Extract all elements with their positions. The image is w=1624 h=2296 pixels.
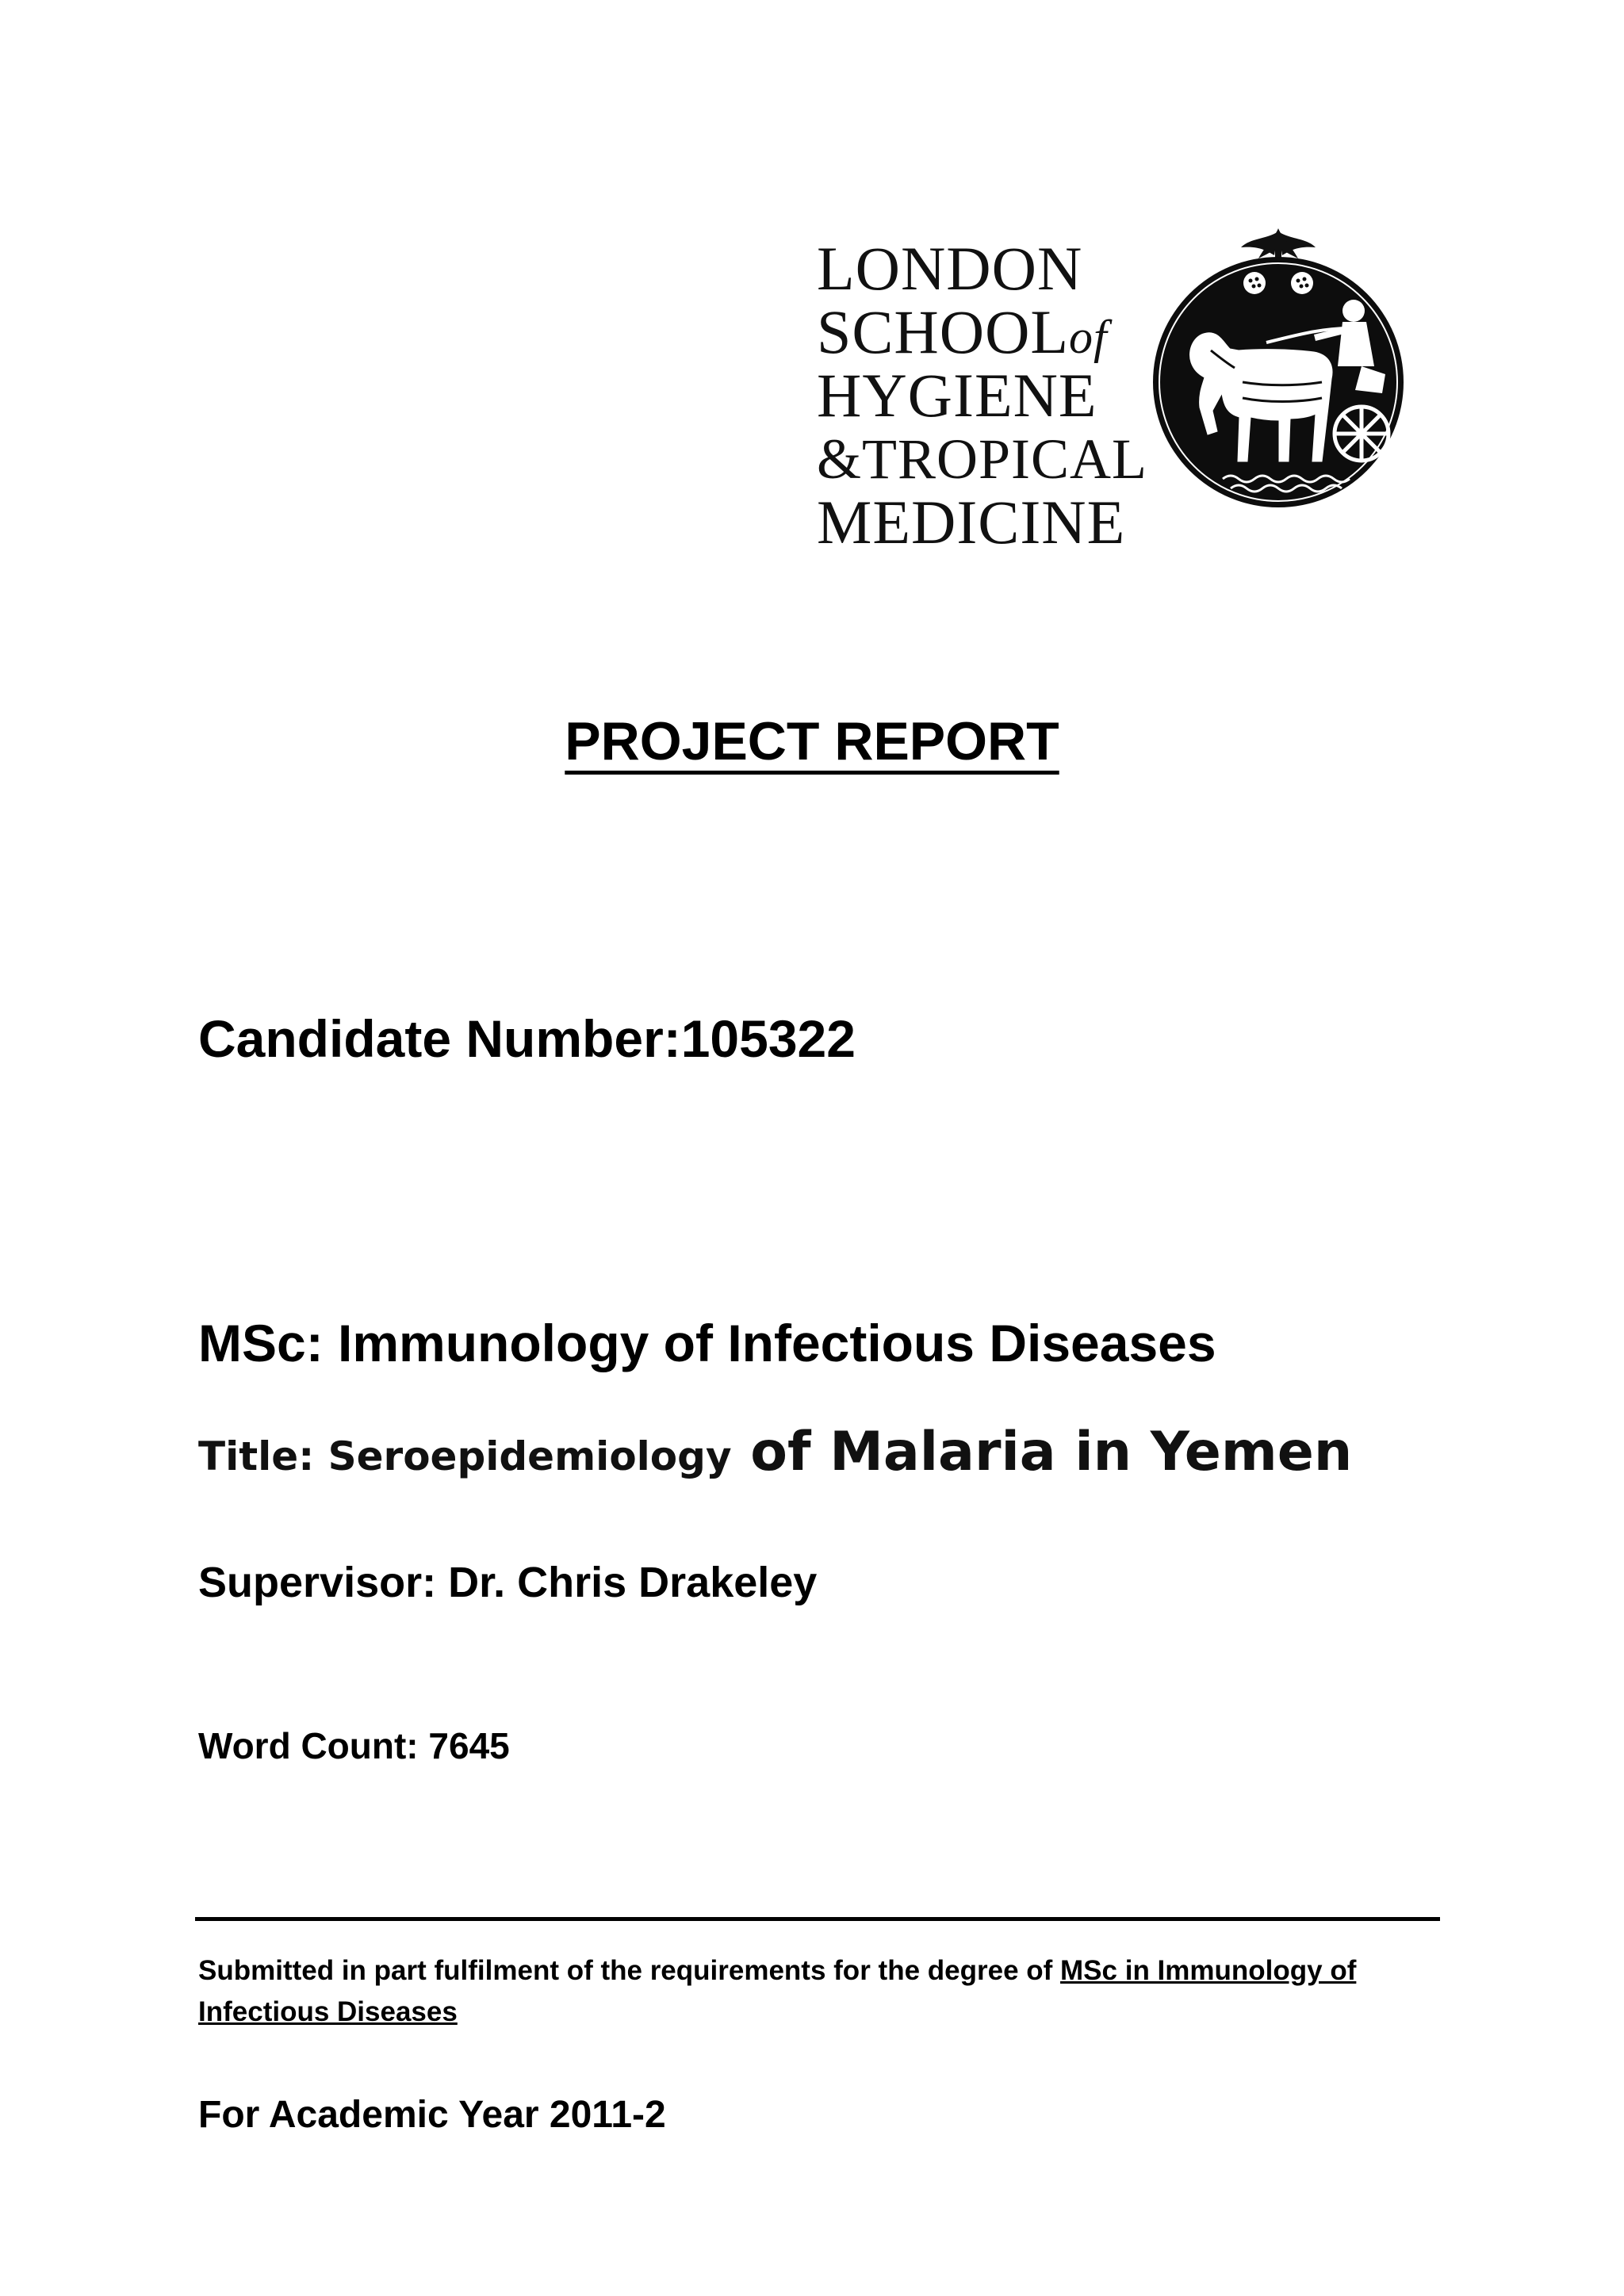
wordmark-line-3: HYGIENE [817,361,1097,430]
page-title: PROJECT REPORT [565,711,1059,771]
project-title-label: Title: [198,1433,328,1479]
academic-year: For Academic Year 2011-2 [198,2094,666,2136]
candidate-number: Candidate Number:105322 [198,1009,856,1068]
wordmark-line-1: LONDON [817,234,1083,303]
wordmark-line-2 [817,297,1134,366]
project-title-part-1: Seroepidemiology [327,1433,732,1479]
submission-degree: MSc in Immunology of Infectious Diseases [198,1955,1357,2027]
wordmark-line-4: &TROPICAL [817,427,1148,491]
submission-statement [198,1950,1435,2033]
project-title [198,1421,1352,1483]
degree-program: MSc: Immunology of Infectious Diseases [198,1314,1216,1372]
word-count: Word Count: 7645 [198,1725,510,1766]
submission-prefix: Submitted in part fulfilment of the requirements for the degree of [198,1955,1061,1986]
institution-wordmark [817,234,1148,557]
supervisor: Supervisor: Dr. Chris Drakeley [198,1559,818,1606]
wordmark-of: of [1069,311,1108,363]
wordmark-line-5: MEDICINE [817,488,1126,557]
horse-chariot-seal-icon [1147,224,1409,517]
project-title-part-2: of Malaria in Yemen [731,1421,1353,1483]
divider-rule [195,1917,1440,1921]
wordmark-school: SCHOOL [817,297,1070,366]
